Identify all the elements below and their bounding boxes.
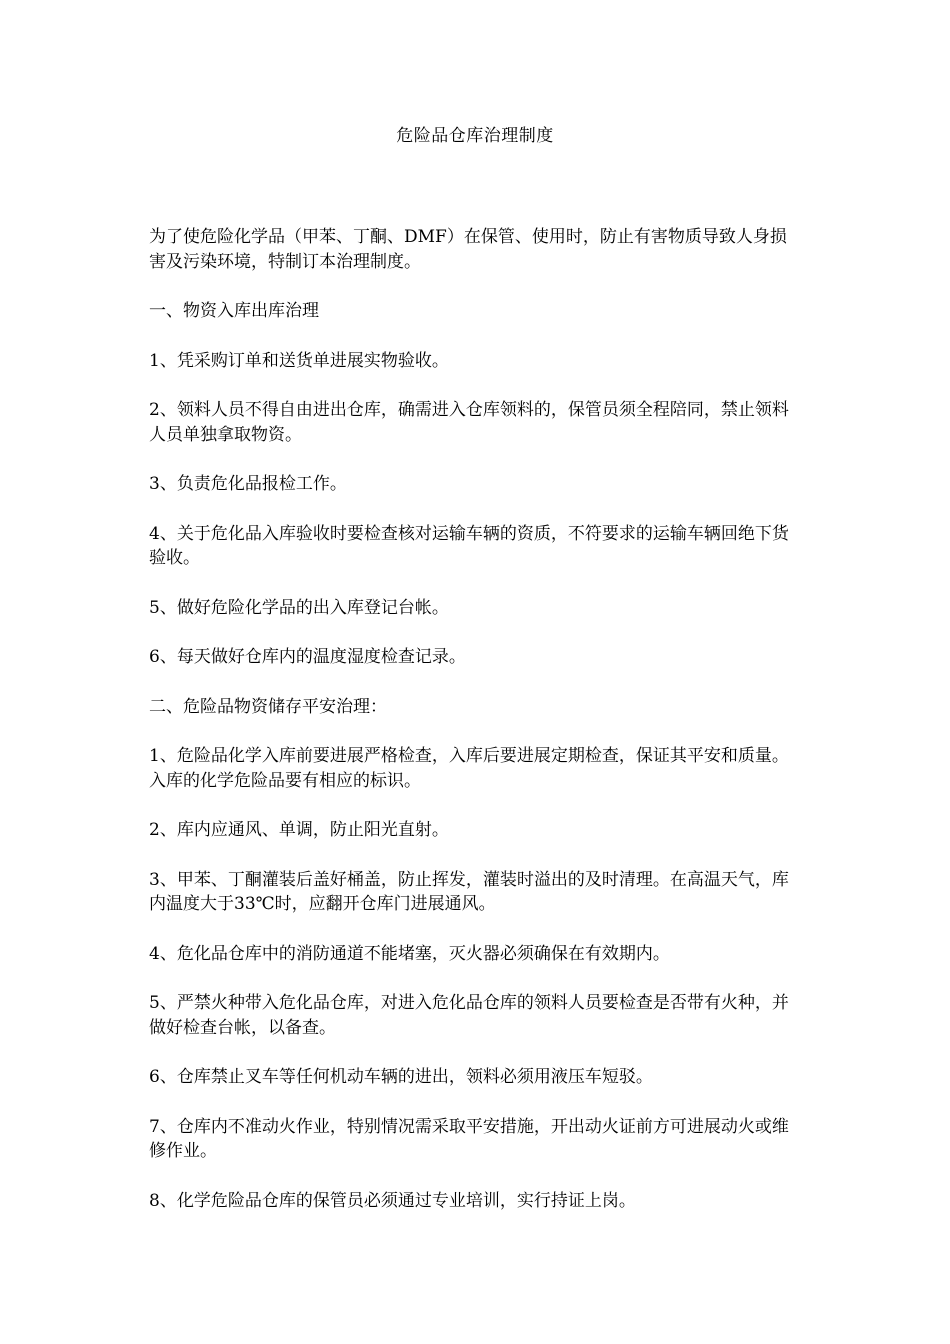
- section-2-item-7: 7、仓库内不准动火作业，特别情况需采取平安措施，开出动火证前方可进展动火或维修作业。: [149, 1116, 789, 1161]
- document-title: 危险品仓库治理制度: [396, 126, 554, 146]
- section-2-item-4: 4、危化品仓库中的消防通道不能堵塞，灭火器必须确保在有效期内。: [149, 943, 670, 964]
- section-2-item-1: 1、危险品化学入库前要进展严格检查，入库后要进展定期检查，保证其平安和质量。入库的化学危险品要有相应的标识。: [149, 746, 789, 791]
- section-1-item-3: 3、负责危化品报检工作。: [149, 474, 347, 494]
- section-1-item-1: 1、凭采购订单和送货单进展实物验收。: [149, 350, 449, 371]
- section-2-item-2: 2、库内应通风、单调，防止阳光直射。: [149, 820, 449, 840]
- section-1-item-6: 6、每天做好仓库内的温度湿度检查记录。: [149, 647, 466, 667]
- section-2-item-3: 3、甲苯、丁酮灌装后盖好桶盖，防止挥发，灌装时溢出的及时清理。在高温天气，库内温度大于33℃时，应翻开仓库门进展通风。: [149, 869, 789, 914]
- section-2-item-8: 8、化学危险品仓库的保管员必须通过专业培训，实行持证上岗。: [149, 1190, 636, 1211]
- section-2-item-6: 6、仓库禁止叉车等任何机动车辆的进出，领料必须用液压车短驳。: [149, 1067, 653, 1087]
- intro-paragraph: 为了使危险化学品（甲苯、丁酮、DMF）在保管、使用时，防止有害物质导致人身损害及污染环境，特制订本治理制度。: [149, 227, 787, 272]
- section-2-item-5: 5、严禁火种带入危化品仓库，对进入危化品仓库的领料人员要检查是否带有火种，并做好检查台帐，以备查。: [149, 993, 789, 1038]
- section-1-item-4: 4、关于危化品入库验收时要检查核对运输车辆的资质，不符要求的运输车辆回绝下货验收。: [149, 523, 789, 568]
- section-heading-2: 二、危险品物资储存平安治理：: [149, 696, 387, 717]
- section-1-item-5: 5、做好危险化学品的出入库登记台帐。: [149, 597, 449, 618]
- section-1-item-2: 2、领料人员不得自由进出仓库，确需进入仓库领料的，保管员须全程陪同，禁止领料人员单独拿取物资。: [149, 400, 789, 445]
- document-body: [149, 225, 797, 1238]
- section-heading-1: 一、物资入库出库治理: [149, 301, 319, 321]
